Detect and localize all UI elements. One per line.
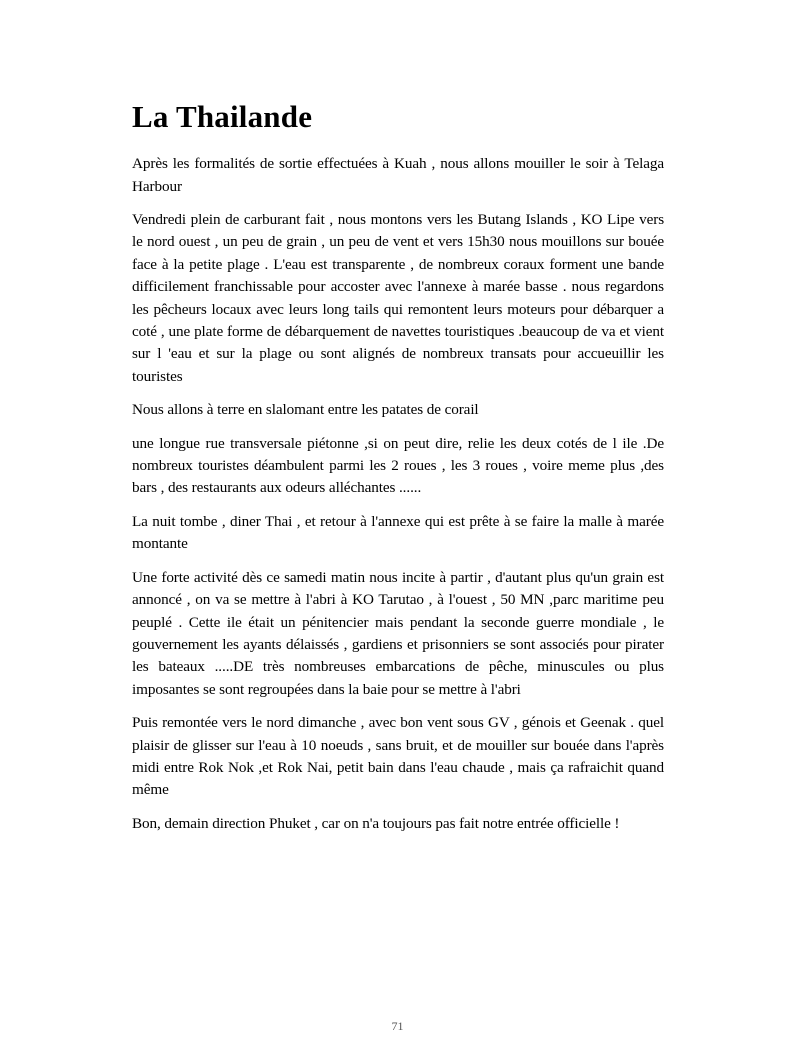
paragraph-4: une longue rue transversale piétonne ,si on peut dire, relie les deux cotés de l ile .De nombreux touristes déambulent parmi les 2 roues , les 3 roues , voire meme plus ,des bars , des restaurants aux odeurs alléchantes ...... [132,434,664,497]
paragraph-3: Nous allons à terre en slalomant entre les patates de corail [132,401,479,419]
page-title: La Thailande [132,99,313,134]
paragraph-1: Après les formalités de sortie effectuées à Kuah , nous allons mouiller le soir à Telaga Harbour [132,155,664,195]
paragraph-5: La nuit tombe , diner Thai , et retour à l'annexe qui est prête à se faire la malle à marée montante [132,512,664,553]
paragraph-7: Puis remontée vers le nord dimanche , avec bon vent sous GV , génois et Geenak . quel plaisir de glisser sur l'eau à 10 noeuds , sans bruit, et de mouiller sur bouée dans l'après midi entre Rok Nok ,et Rok Nai, petit bain dans l'eau chaude , mais ça rafraichit quand même [132,714,664,799]
paragraph-8: Bon, demain direction Phuket , car on n'a toujours pas fait notre entrée officielle ! [132,814,620,832]
paragraph-2: Vendredi plein de carburant fait , nous montons vers les Butang Islands , KO Lipe vers le nord ouest , un peu de grain , un peu de vent et vers 15h30 nous mouillons sur bouée face à la petite plage . L'eau est transparente , de nombreux coraux forment une bande difficilement franchissable pour accoster avec l'annexe à marée basse . nous regardons les pêcheurs locaux avec leurs long tails qui remontent leurs moteurs pour débarquer a coté , une plate forme de débarquement de navettes touristiques .beaucoup de va et vient sur l 'eau et sur la plage ou sont alignés de nombreux transats pour accueuillir les touristes [132,211,664,385]
paragraph-6: Une forte activité dès ce samedi matin nous incite à partir , d'autant plus qu'un grain est annoncé , on va se mettre à l'abri à KO Tarutao , à l'ouest , 50 MN ,parc maritime peu peuplé . Cette ile était un pénitencier mais pendant la seconde guerre mondiale , le gouvernement les ayants délaissés , gardiens et prisonniers se sont associés pour pirater les bateaux .....DE très nombreuses embarcations de pêche, minuscules ou plus imposantes se sont regroupées dans la baie pour se mettre à l'abri [132,568,664,698]
page-content [132,98,664,846]
page-number: 71 [391,1019,404,1033]
